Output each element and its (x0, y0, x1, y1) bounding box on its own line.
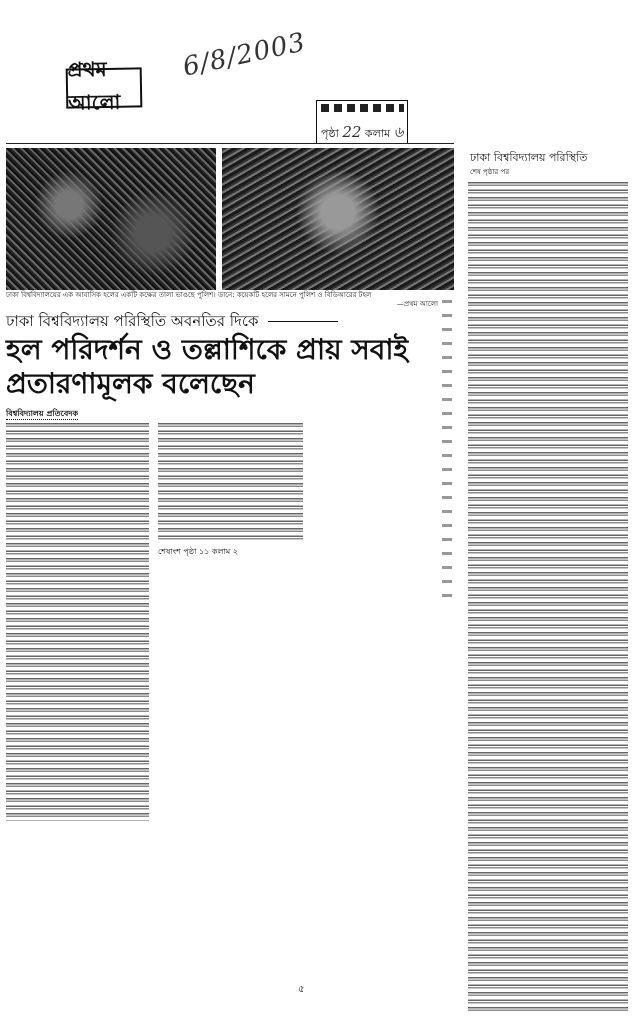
date-row (321, 104, 404, 112)
page-value: 22 (342, 123, 362, 141)
photo-caption: ঢাকা বিশ্ববিদ্যালয়ের এক আবাসিক হলের একটি কক্ষের তালা ভাঙছে পুলিশ। ডানে: কয়েকটি হলের সামনে পুলিশ ও বিডিআরের টহল (6, 291, 372, 299)
article-byline: বিশ্ববিদ্যালয় প্রতিবেদক (6, 409, 79, 418)
photo-credit: —প্রথম আলো (396, 300, 438, 308)
handwritten-date: 6/8/2003 (180, 27, 309, 83)
kicker-row (6, 312, 438, 331)
page-number: ৫ (298, 984, 305, 995)
article-kicker: ঢাকা বিশ্ববিদ্যালয় পরিস্থিতি অবনতির দিকে (6, 312, 259, 330)
newspaper-masthead: প্রথম আলো (66, 67, 143, 108)
article-body-column-1 (6, 423, 149, 821)
sidebar-title: ঢাকা বিশ্ববিদ্যালয় পরিস্থিতি (470, 151, 588, 164)
page-label: পৃষ্ঠা (321, 127, 339, 140)
article (6, 291, 438, 821)
photo-police-breaking-lock (6, 148, 216, 290)
sidebar-body (468, 182, 628, 1012)
article-headline: হল পরিদর্শন ও তল্লাশিকে প্রায় সবাই প্রতারণামূলক বলেছেন (6, 333, 409, 400)
article-body-column-2-wrap (158, 423, 303, 557)
column-value: ৬ (393, 123, 404, 141)
sidebar-continued-label: শেষ পৃষ্ঠার পর (470, 168, 510, 176)
date-page-box (316, 100, 408, 144)
article-body-column-2 (158, 423, 303, 543)
photo-hall-patrol (222, 148, 454, 290)
divider (268, 321, 338, 323)
column-rule (442, 300, 452, 600)
article-jump-line: শেষাংশ পৃষ্ঠা ১১ কলাম ২ (158, 547, 238, 556)
column-label: কলাম (364, 127, 391, 140)
article-body (6, 423, 438, 821)
photo-strip (6, 143, 454, 290)
